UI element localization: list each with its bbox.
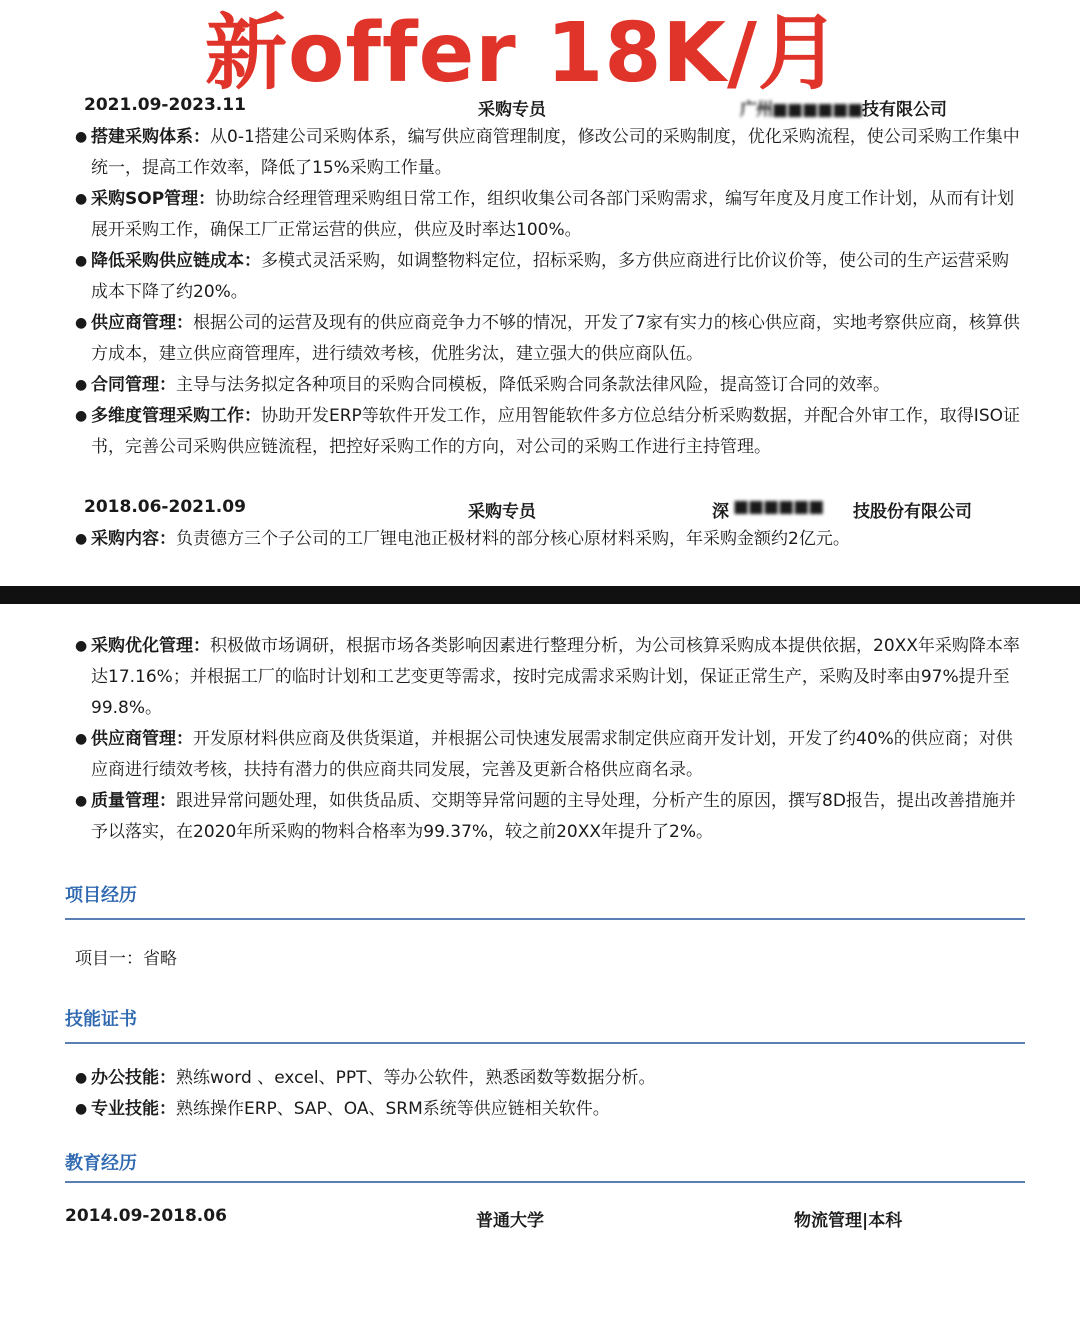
- bullet-dot-icon: ●: [75, 531, 88, 547]
- education-school: 普通大学: [476, 1211, 544, 1231]
- project-item: 项目一：省略: [75, 949, 177, 969]
- bullet-dot-icon: ●: [75, 793, 88, 809]
- job-1-title: 采购专员: [478, 100, 546, 120]
- job-2-company-start: 深: [712, 502, 729, 522]
- bullet-dot-icon: ●: [75, 377, 88, 393]
- list-item: ● 供应商管理：开发原材料供应商及供货渠道，并根据公司快速发展需求制定供应商开发计划，开发了约40%的供应商；对供应商进行绩效考核，扶持有潜力的供应商共同发展，完善及更新合格供应商名录。: [74, 724, 1024, 786]
- job-2-company: 技股份有限公司: [853, 502, 972, 522]
- bullet-dot-icon: ●: [75, 1101, 88, 1117]
- education-dates: 2014.09-2018.06: [65, 1206, 227, 1226]
- job-2-bullets: [74, 524, 1024, 555]
- bullet-dot-icon: ●: [75, 129, 88, 145]
- skills-bullets: [74, 1063, 1024, 1125]
- section-divider: [65, 1042, 1025, 1044]
- bullet-dot-icon: ●: [75, 408, 88, 424]
- job-1-dates: 2021.09-2023.11: [84, 95, 246, 115]
- bullet-dot-icon: ●: [75, 731, 88, 747]
- list-item: ● 多维度管理采购工作：协助开发ERP等软件开发工作，应用智能软件多方位总结分析采购数据，并配合外审工作，取得ISO证书，完善公司采购供应链流程，把控好采购工作的方向，对公司的采购工作进行主持管理。: [74, 401, 1024, 463]
- bullet-dot-icon: ●: [75, 253, 88, 269]
- list-item: ● 合同管理：主导与法务拟定各种项目的采购合同模板，降低采购合同条款法律风险，提高签订合同的效率。: [74, 370, 1024, 401]
- job-2-company-obscured: ■■■■■■: [733, 497, 824, 517]
- bullet-dot-icon: ●: [75, 1070, 88, 1086]
- job-2-title: 采购专员: [468, 502, 536, 522]
- bullet-dot-icon: ●: [75, 191, 88, 207]
- job-1-bullets: [74, 122, 1024, 463]
- list-item: ● 降低采购供应链成本：多模式灵活采购，如调整物料定位，招标采购，多方供应商进行比价议价等，使公司的生产运营采购成本下降了约20%。: [74, 246, 1024, 308]
- list-item: ● 采购SOP管理：协助综合经理管理采购组日常工作，组织收集公司各部门采购需求，编写年度及月度工作计划，从而有计划展开采购工作，确保工厂正常运营的供应，供应及时率达100%。: [74, 184, 1024, 246]
- list-item: ● 采购优化管理：积极做市场调研，根据市场各类影响因素进行整理分析，为公司核算采购成本提供依据，20XX年采购降本率达17.16%；并根据工厂的临时计划和工艺变更等需求，按时完成需求采购计划，保证正常生产，采购及时率由97%提升至99.8%。: [74, 631, 1024, 724]
- projects-section-title: 项目经历: [65, 885, 137, 906]
- page-divider: [0, 586, 1080, 604]
- job-1-company: 技有限公司: [862, 100, 947, 120]
- education-section-title: 教育经历: [65, 1153, 137, 1174]
- job-1-header: [0, 95, 1080, 121]
- list-item: ● 专业技能：熟练操作ERP、SAP、OA、SRM系统等供应链相关软件。: [74, 1094, 1024, 1125]
- job-2-dates: 2018.06-2021.09: [84, 497, 246, 517]
- education-major: 物流管理|本科: [794, 1211, 903, 1231]
- list-item: ● 搭建采购体系：从0-1搭建公司采购体系，编写供应商管理制度，修改公司的采购制度，优化采购流程，使公司采购工作集中统一，提高工作效率，降低了15%采购工作量。: [74, 122, 1024, 184]
- bullet-dot-icon: ●: [75, 315, 88, 331]
- skills-section-title: 技能证书: [65, 1009, 137, 1030]
- section-divider: [65, 1181, 1025, 1183]
- job-2-more-bullets: [74, 631, 1024, 848]
- section-divider: [65, 918, 1025, 920]
- job-1-company-obscured: 广州■■■■■■: [740, 100, 863, 120]
- list-item: ● 办公技能：熟练word 、excel、PPT、等办公软件，熟悉函数等数据分析。: [74, 1063, 1024, 1094]
- bullet-dot-icon: ●: [75, 638, 88, 654]
- list-item: ● 质量管理：跟进异常问题处理，如供货品质、交期等异常问题的主导处理，分析产生的原因，撰写8D报告，提出改善措施并予以落实，在2020年所采购的物料合格率为99.37%，较之前20XX年提升了2%。: [74, 786, 1024, 848]
- offer-banner: 新offer 18K/月: [205, 6, 841, 101]
- job-2-header: [0, 497, 1080, 523]
- list-item: ● 采购内容：负责德方三个子公司的工厂锂电池正极材料的部分核心原材料采购，年采购金额约2亿元。: [74, 524, 1024, 555]
- list-item: ● 供应商管理：根据公司的运营及现有的供应商竞争力不够的情况，开发了7家有实力的核心供应商，实地考察供应商，核算供方成本，建立供应商管理库，进行绩效考核，优胜劣汰，建立强大的供应商队伍。: [74, 308, 1024, 370]
